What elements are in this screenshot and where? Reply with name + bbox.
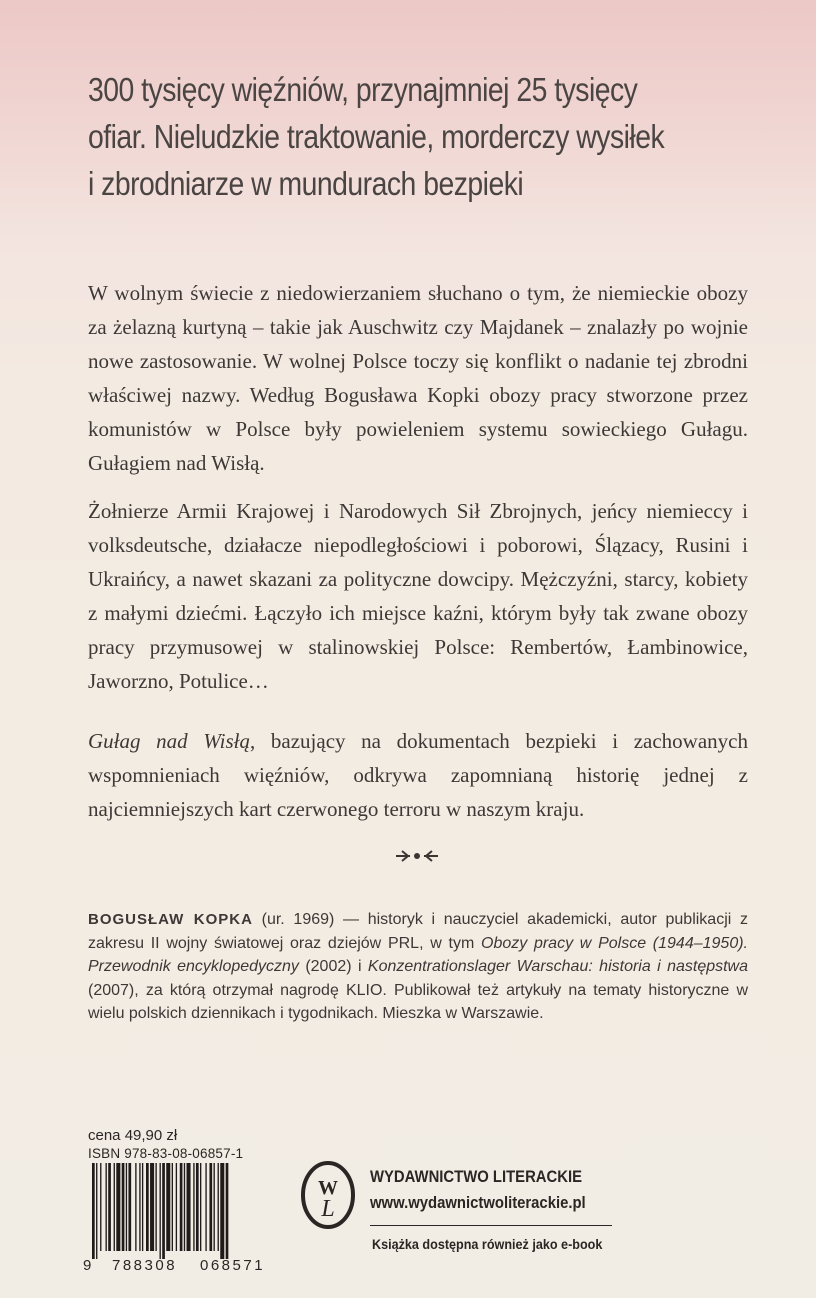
bio-title-2: Konzentrationslager Warschau: historia i następstwa bbox=[367, 958, 749, 976]
publisher-url: www.wydawnictwoliterackie.pl bbox=[370, 1194, 586, 1212]
headline-line-3: i zbrodniarze w mundurach bezpieki bbox=[88, 165, 524, 202]
book-title: Gułag nad Wisłą bbox=[88, 729, 250, 753]
barcode-icon bbox=[88, 1163, 284, 1259]
svg-text:W: W bbox=[318, 1177, 338, 1199]
headline-line-1: 300 tysięcy więźniów, przynajmniej 25 tysięcy bbox=[88, 71, 638, 108]
divider bbox=[370, 1225, 612, 1226]
bio-title-1: Obozy pracy w Polsce (1944–1950). Przewodnik encyklopedyczny bbox=[88, 934, 748, 976]
barcode-digits-right: 068571 bbox=[200, 1257, 266, 1274]
bio-text-2: (2002) i bbox=[298, 958, 368, 976]
author-bio bbox=[88, 908, 748, 1026]
price-label: cena 49,90 zł bbox=[88, 1127, 178, 1144]
description-paragraph-1: W wolnym świecie z niedowierzaniem słuchano o tym, że niemieckie obozy za żelazną kurtyną – takie jak Auschwitz czy Majdanek – znalazły po wojnie nowe zastosowanie. W wolnej Polsce toczy się konflikt o nadanie tej zbrodni właściwej nazwy. Według Bogusława Kopki obozy pracy stworzone przez komunistów w Polsce były powieleniem systemu sowieckiego Gułagu. Gułagiem nad Wisłą. bbox=[88, 281, 748, 475]
isbn-label: ISBN 978-83-08-06857-1 bbox=[88, 1146, 244, 1161]
paragraph-3-text: , bazujący na dokumentach bezpieki i zachowanych wspomnieniach więźniów, odkrywa zapomnianą historię jednej z najciemniejszych kart czerwonego terroru w naszym kraju. bbox=[88, 729, 748, 821]
barcode-digits-left: 788308 bbox=[112, 1257, 178, 1274]
publisher-logo-icon bbox=[300, 1160, 356, 1230]
headline-line-2: ofiar. Nieludzkie traktowanie, morderczy wysiłek bbox=[88, 118, 665, 155]
headline bbox=[88, 66, 742, 207]
svg-text:L: L bbox=[321, 1196, 335, 1222]
bio-text-1: (ur. 1969) — historyk i nauczyciel akademicki, autor publikacji z zakresu II wojny światowej oraz dziejów PRL, w tym bbox=[88, 911, 748, 952]
description-paragraph-2: Żołnierze Armii Krajowej i Narodowych Sił Zbrojnych, jeńcy niemieccy i volksdeutsche, działacze niepodległościowi i poborowi, Ślązacy, Rusini i Ukraińcy, a nawet skazani za polityczne dowcipy. Mężczyźni, starcy, kobiety z małymi dziećmi. Łączyło ich miejsce kaźni, którym były tak zwane obozy pracy przymusowej w stalinowskiej Polsce: Rembertów, Łambinowice, Jaworzno, Potulice… bbox=[88, 499, 748, 693]
description-paragraph-3 bbox=[88, 724, 748, 826]
ebook-note: Książka dostępna również jako e-book bbox=[372, 1236, 603, 1252]
ornament-icon bbox=[392, 846, 442, 866]
author-name: BOGUSŁAW KOPKA bbox=[88, 911, 253, 928]
barcode-digit-first: 9 bbox=[83, 1257, 94, 1274]
publisher-name: WYDAWNICTWO LITERACKIE bbox=[370, 1168, 583, 1186]
bio-text-3: (2007), za którą otrzymał nagrodę KLIO. Publikował też artykuły na tematy historyczne w wielu polskich dziennikach i tygodnikach. Mieszka w Warszawie. bbox=[88, 981, 748, 1023]
